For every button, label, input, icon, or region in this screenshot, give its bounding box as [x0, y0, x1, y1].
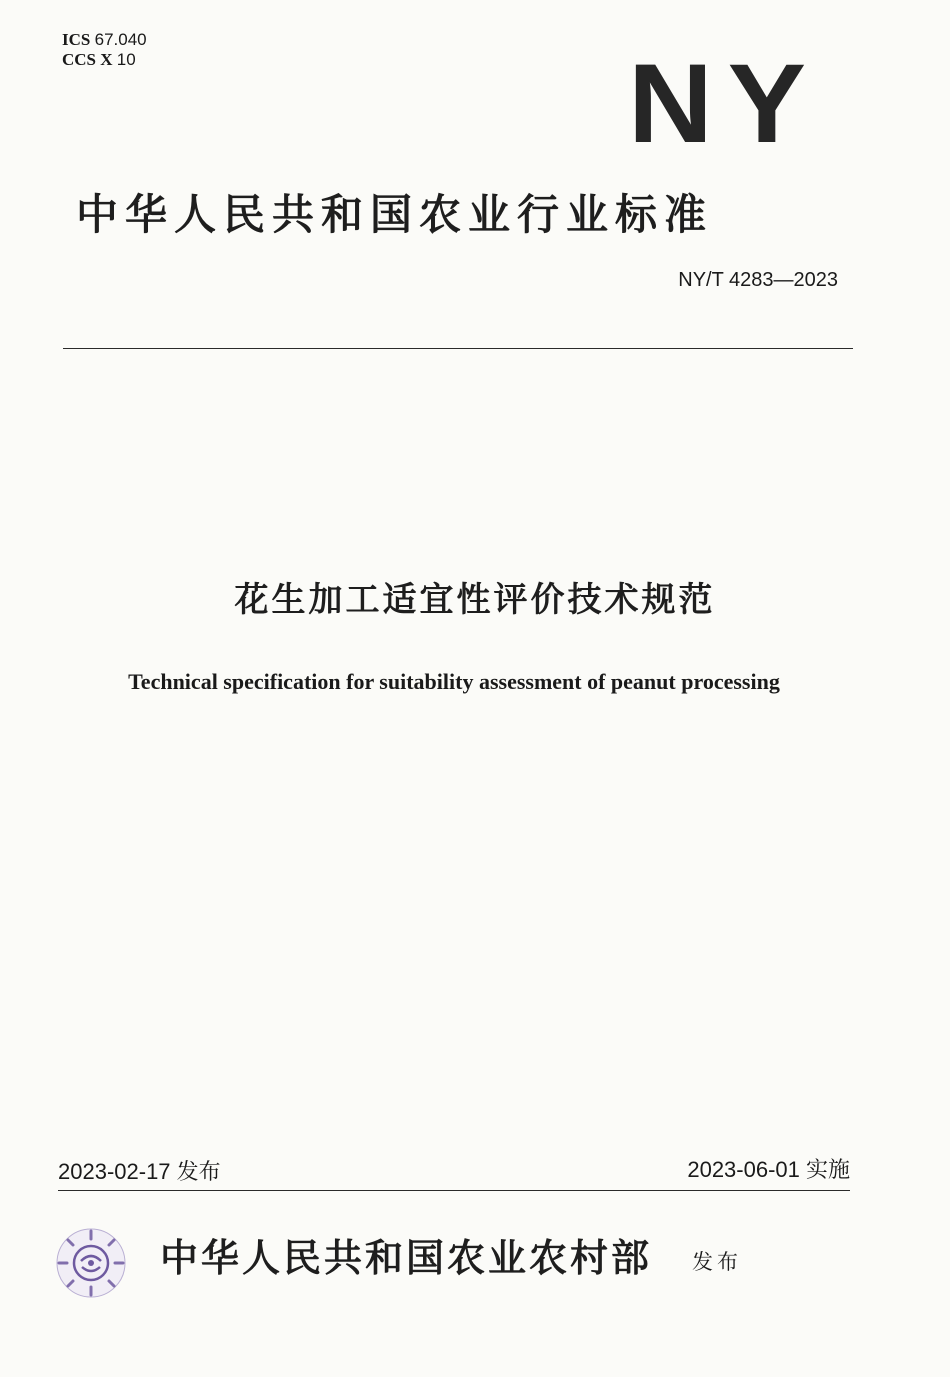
ministry-emblem-icon: [53, 1225, 129, 1301]
standard-number: NY/T 4283—2023: [678, 269, 838, 291]
implementation-date: 2023-06-01 实施: [687, 1157, 850, 1182]
standard-category-title: 中华人民共和国农业行业标准: [76, 190, 714, 239]
publisher-name: 中华人民共和国农业农村部: [160, 1235, 653, 1280]
bottom-divider: [58, 1190, 850, 1191]
ics-code: ICS 67.040: [62, 30, 147, 49]
ny-standard-mark: NY: [628, 41, 821, 166]
top-divider: [63, 348, 853, 349]
document-title-english: Technical specification for suitability assessment of peanut processing: [128, 669, 780, 694]
issue-date: 2023-02-17 发布: [58, 1159, 221, 1184]
ccs-code: CCS X 10: [62, 50, 136, 69]
publisher-suffix: 发布: [692, 1250, 742, 1274]
classification-codes: [62, 30, 147, 70]
document-title-chinese: 花生加工适宜性评价技术规范: [234, 580, 716, 620]
